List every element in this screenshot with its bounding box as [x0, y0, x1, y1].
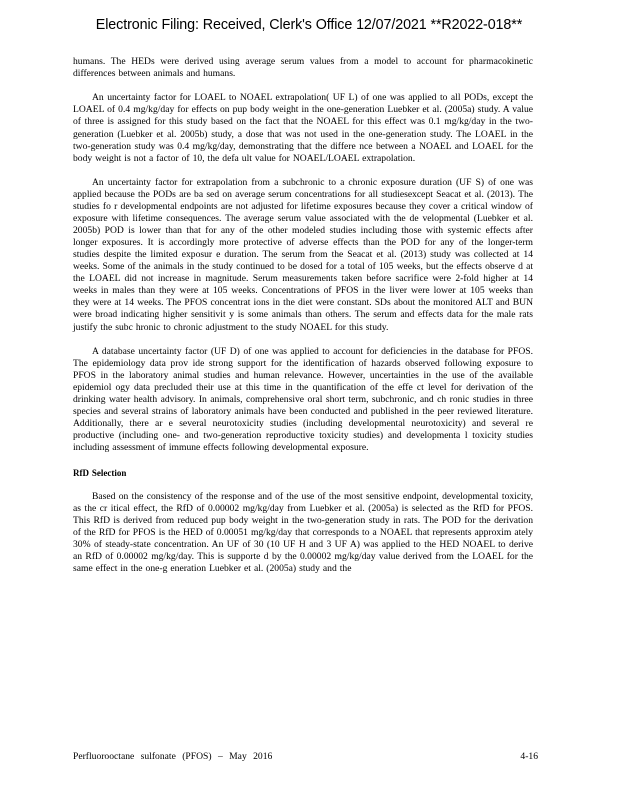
- paragraph-rfd-selection: Based on the consistency of the response and of the use of the most sensitive endpoint, developmental toxicity, as the cr itical effect, the RfD of 0.00002 mg/kg/day from Luebker et al. (2005a) is selected as the RfD for PFOS. This RfD is derived from reduced pup body weight in the two-generation study in rats. The POD for the derivation of the RfD for PFOS is the HED of 0.00051 mg/kg/day that corresponds to a NOAEL that represents approxim ately 30% of steady-state concentration. An UF of 30 (10 UF H and 3 UF A) was applied to the HED NOAEL to derive an RfD of 0.00002 mg/kg/day. This is supporte d by the 0.00002 mg/kg/day value derived from the LOAEL for the same effect in the one-g eneration Luebker et al. (2005a) study and the: [73, 490, 533, 575]
- footer-title: Perfluorooctane sulfonate (PFOS) – May 2016: [73, 751, 273, 762]
- paragraph-loael-uncertainty: An uncertainty factor for LOAEL to NOAEL extrapolation( UF L) of one was applied to all PODs, except the LOAEL of 0.4 mg/kg/day for effects on pup body weight in the one-generation Luebker et al. (2005a) study. A value of three is assigned for this study based on the fact that the NOAEL for this effect was 0.1 mg/kg/day in the two-generation (Luebker et al. 2005b) study, a dose that was not used in the one-generation study. The LOAEL in the two-generation study was 0.4 mg/kg/day, demonstrating that the differe nce between a NOAEL and LOAEL for the body weight is not a factor of 10, the defa ult value for NOAEL/LOAEL extrapolation.: [73, 92, 533, 164]
- document-body: [73, 56, 533, 588]
- page-footer: [73, 751, 538, 762]
- electronic-filing-header: Electronic Filing: Received, Clerk's Office 12/07/2021 **R2022-018**: [95, 17, 523, 33]
- paragraph-continuation: humans. The HEDs were derived using average serum values from a model to account for pharmacokinetic differences between animals and humans.: [73, 56, 533, 80]
- paragraph-subchronic-uncertainty: An uncertainty factor for extrapolation from a subchronic to a chronic exposure duration (UF S) of one was applied because the PODs are ba sed on average serum concentrations for all studiesexcept Seacat et al. (2013). The studies fo r developmental endpoints are not adjusted for lifetime exposures because they cover a critical window of exposure with lifetime consequences. The average serum value associated with the de velopmental (Luebker et al. 2005b) POD is lower than that for any of the other modeled studies including those with systemic effects after longer exposures. It is accordingly more protective of adverse effects than the POD for any of the longer-term studies despite the limited exposur e duration. The serum from the Seacat et al. (2013) study was collected at 14 weeks. Some of the animals in the study continued to be dosed for a total of 105 weeks, but the effects observe d at the LOAEL did not increase in magnitude. Serum measurements taken before sacrifice were 2-fold higher at 14 weeks in males than they were at 105 weeks. Concentrations of PFOS in the liver were lower at 105 weeks than they were at 14 weeks. The PFOS concentrat ions in the diet were constant. SDs about the monitored ALT and BUN were broad indicating higher sensitivit y is some animals than others. The serum and effects data for the male rats justify the subc hronic to chronic adjustment to the study NOAEL for this study.: [73, 176, 533, 333]
- paragraph-database-uncertainty: A database uncertainty factor (UF D) of one was applied to account for deficiencies in the database for PFOS. The epidemiology data prov ide strong support for the identification of hazards observed following exposure to PFOS in the laboratory animal studies and human relevance. However, uncertainties in the use of the available epidemiol ogy data precluded their use at this time in the quantification of the effe ct level for derivation of the drinking water health advisory. In animals, comprehensive oral short term, subchronic, and ch ronic studies in three species and several strains of laboratory animals have been conducted and published in the peer reviewed literature. Additionally, there ar e several neurotoxicity studies (including developmental neurotoxicity) and several re productive (including one- and two-generation reproductive toxicity studies) and developmenta l toxicity studies including assessment of immune effects following developmental exposure.: [73, 345, 533, 454]
- page-number: 4-16: [520, 751, 538, 762]
- section-heading: RfD Selection: [73, 467, 127, 478]
